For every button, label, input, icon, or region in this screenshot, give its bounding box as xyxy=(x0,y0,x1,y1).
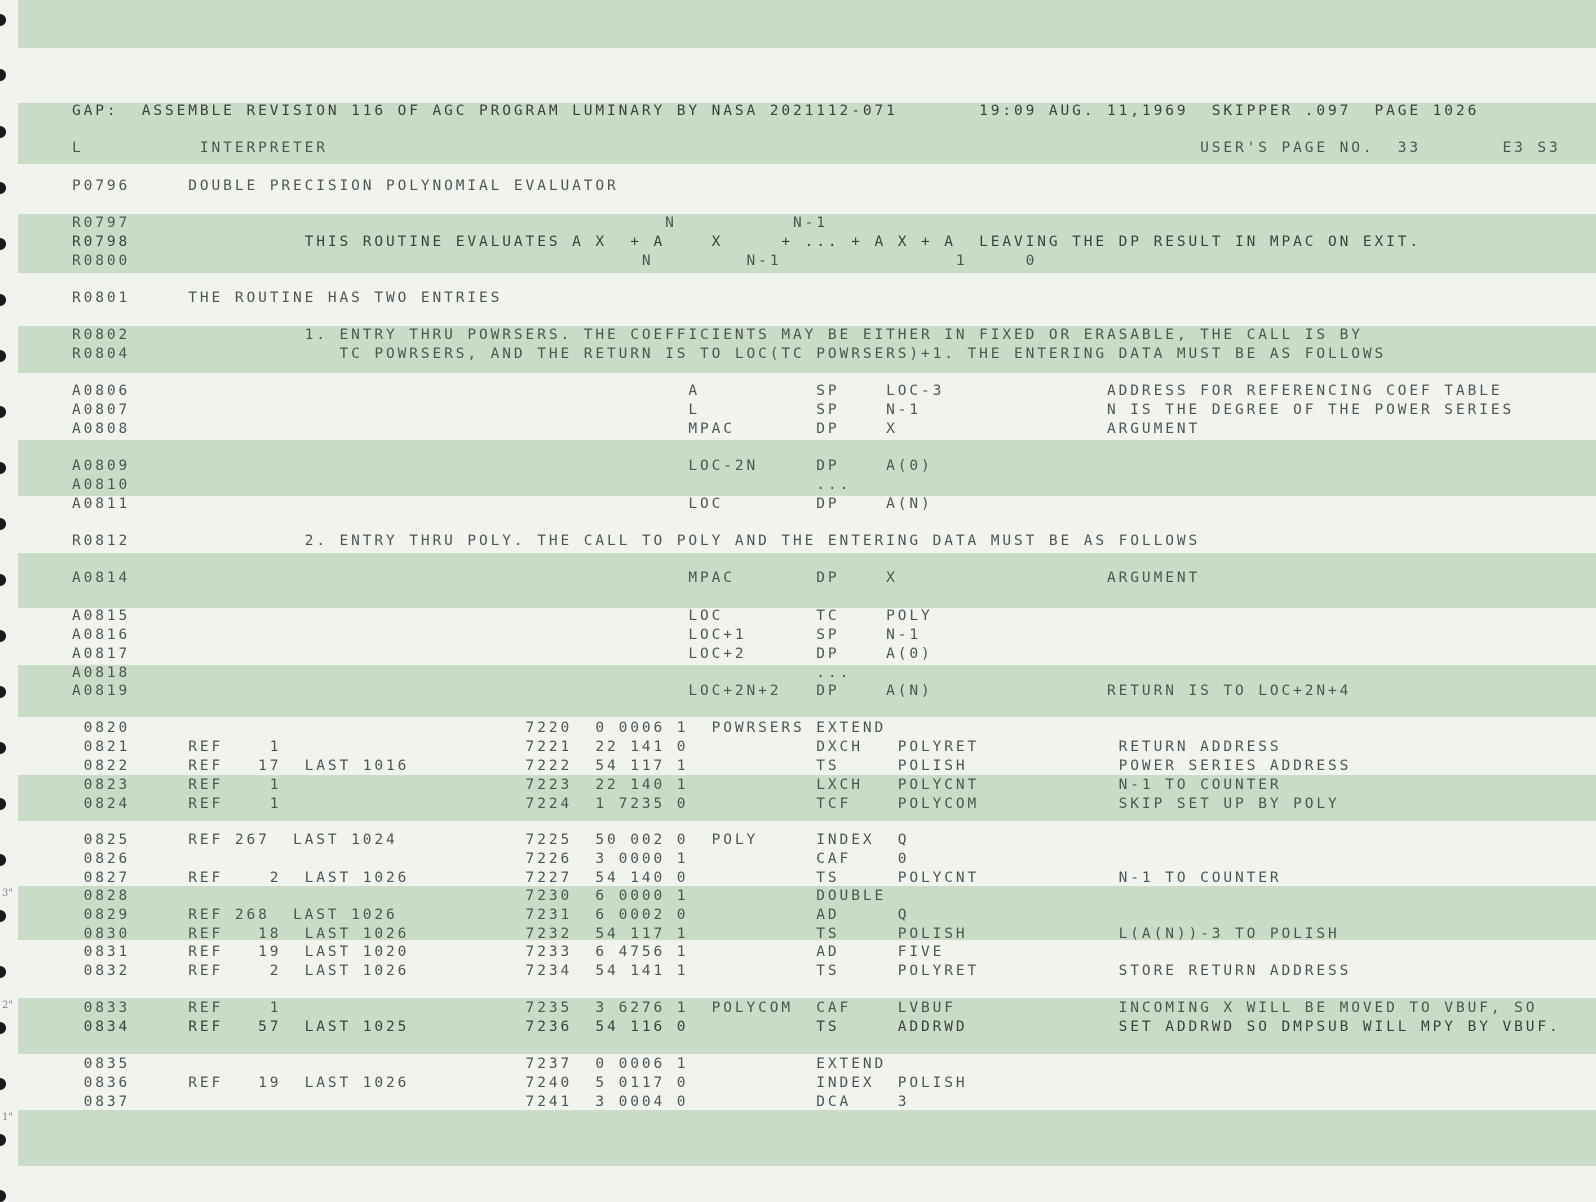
band xyxy=(18,0,1596,48)
listing-line: A0810 ... xyxy=(72,477,852,493)
page-header-line: GAP: ASSEMBLE REVISION 116 OF AGC PROGRAM LUMINARY BY NASA 2021112-071 19:09 AUG. 11,1969 SKIPPER .097 PAGE 1026 xyxy=(72,103,1480,119)
punch-hole xyxy=(0,518,6,530)
punch-hole xyxy=(0,69,6,81)
listing-line: 0820 7220 0 0006 1 POWRSERS EXTEND xyxy=(72,720,887,736)
punch-hole xyxy=(0,1078,6,1090)
listing-line: R0804 TC POWRSERS, AND THE RETURN IS TO LOC(TC POWRSERS)+1. THE ENTERING DATA MUST BE AS FOLLOWS xyxy=(72,346,1387,362)
punch-hole xyxy=(0,406,6,418)
band xyxy=(18,1110,1596,1166)
listing-line: 0824 REF 1 7224 1 7235 0 TCF POLYCOM SKIP SET UP BY POLY xyxy=(72,796,1340,812)
listing-line: 0823 REF 1 7223 22 140 1 LXCH POLYCNT N-1 TO COUNTER xyxy=(72,777,1282,793)
listing-line: R0801 THE ROUTINE HAS TWO ENTRIES xyxy=(72,290,503,306)
listing-line: 0831 REF 19 LAST 1020 7233 6 4756 1 AD FIVE xyxy=(72,944,945,960)
punch-hole xyxy=(0,1134,6,1146)
punch-hole xyxy=(0,798,6,810)
listing-line: A0807 L SP N-1 N IS THE DEGREE OF THE POWER SERIES xyxy=(72,402,1515,418)
punch-hole xyxy=(0,462,6,474)
punch-hole xyxy=(0,1022,6,1034)
listing-line: P0796 DOUBLE PRECISION POLYNOMIAL EVALUATOR xyxy=(72,178,619,194)
page-subheader-line: L INTERPRETER USER'S PAGE NO. 33 E3 S3 xyxy=(72,140,1561,156)
punch-hole xyxy=(0,294,6,306)
listing-line: A0811 LOC DP A(N) xyxy=(72,496,933,512)
punch-hole xyxy=(0,854,6,866)
punch-hole xyxy=(0,574,6,586)
listing-line: 0829 REF 268 LAST 1026 7231 6 0002 0 AD Q xyxy=(72,907,910,923)
listing-line: 0828 7230 6 0000 1 DOUBLE xyxy=(72,888,887,904)
listing-line: A0806 A SP LOC-3 ADDRESS FOR REFERENCING COEF TABLE xyxy=(72,383,1503,399)
listing-line: 0830 REF 18 LAST 1026 7232 54 117 1 TS POLISH L(A(N))-3 TO POLISH xyxy=(72,926,1340,942)
listing-line: 0835 7237 0 0006 1 EXTEND xyxy=(72,1056,887,1072)
listing-line: 0827 REF 2 LAST 1026 7227 54 140 0 TS POLYCNT N-1 TO COUNTER xyxy=(72,870,1282,886)
punch-hole xyxy=(0,1190,6,1202)
listing-line: A0809 LOC-2N DP A(0) xyxy=(72,458,933,474)
punch-hole xyxy=(0,238,6,250)
listing-line: 0825 REF 267 LAST 1024 7225 50 002 0 POLY INDEX Q xyxy=(72,832,910,848)
listing-line: A0815 LOC TC POLY xyxy=(72,608,933,624)
listing-line: 0826 7226 3 0000 1 CAF 0 xyxy=(72,851,910,867)
punch-hole xyxy=(0,126,6,138)
listing-line: A0816 LOC+1 SP N-1 xyxy=(72,627,921,643)
punch-hole xyxy=(0,14,6,26)
listing-line: R0800 N N-1 1 0 xyxy=(72,253,1038,269)
listing-line: 0833 REF 1 7235 3 6276 1 POLYCOM CAF LVBUF INCOMING X WILL BE MOVED TO VBUF, SO xyxy=(72,1000,1538,1016)
listing-line: R0798 THIS ROUTINE EVALUATES A X + A X + ... + A X + A LEAVING THE DP RESULT IN MPAC ON EXIT. xyxy=(72,234,1422,250)
listing-line: R0802 1. ENTRY THRU POWRSERS. THE COEFFICIENTS MAY BE EITHER IN FIXED OR ERASABLE, THE CALL IS BY xyxy=(72,327,1363,343)
listing-line: A0817 LOC+2 DP A(0) xyxy=(72,646,933,662)
listing-line: 0836 REF 19 LAST 1026 7240 5 0117 0 INDEX POLISH xyxy=(72,1075,968,1091)
punch-hole xyxy=(0,910,6,922)
listing-line: 0837 7241 3 0004 0 DCA 3 xyxy=(72,1094,910,1110)
listing-line: 0834 REF 57 LAST 1025 7236 54 116 0 TS ADDRWD SET ADDRWD SO DMPSUB WILL MPY BY VBUF. xyxy=(72,1019,1561,1035)
margin-mark: 1" xyxy=(2,1112,13,1123)
punch-hole xyxy=(0,742,6,754)
listing-line: A0808 MPAC DP X ARGUMENT xyxy=(72,421,1201,437)
listing-line: 0832 REF 2 LAST 1026 7234 54 141 1 TS POLYRET STORE RETURN ADDRESS xyxy=(72,963,1352,979)
punch-hole xyxy=(0,630,6,642)
listing-line: A0818 ... xyxy=(72,665,852,681)
listing-line: A0814 MPAC DP X ARGUMENT xyxy=(72,570,1201,586)
listing-line: 0822 REF 17 LAST 1016 7222 54 117 1 TS POLISH POWER SERIES ADDRESS xyxy=(72,758,1352,774)
punch-hole xyxy=(0,350,6,362)
listing-line: R0812 2. ENTRY THRU POLY. THE CALL TO POLY AND THE ENTERING DATA MUST BE AS FOLLOWS xyxy=(72,533,1201,549)
punch-hole xyxy=(0,686,6,698)
punch-hole xyxy=(0,966,6,978)
listing-line: R0797 N N-1 xyxy=(72,215,828,231)
margin-mark: 3" xyxy=(2,888,13,899)
listing-line: 0821 REF 1 7221 22 141 0 DXCH POLYRET RETURN ADDRESS xyxy=(72,739,1282,755)
margin-mark: 2" xyxy=(2,1000,13,1011)
punch-hole xyxy=(0,182,6,194)
listing-line: A0819 LOC+2N+2 DP A(N) RETURN IS TO LOC+2N+4 xyxy=(72,683,1352,699)
